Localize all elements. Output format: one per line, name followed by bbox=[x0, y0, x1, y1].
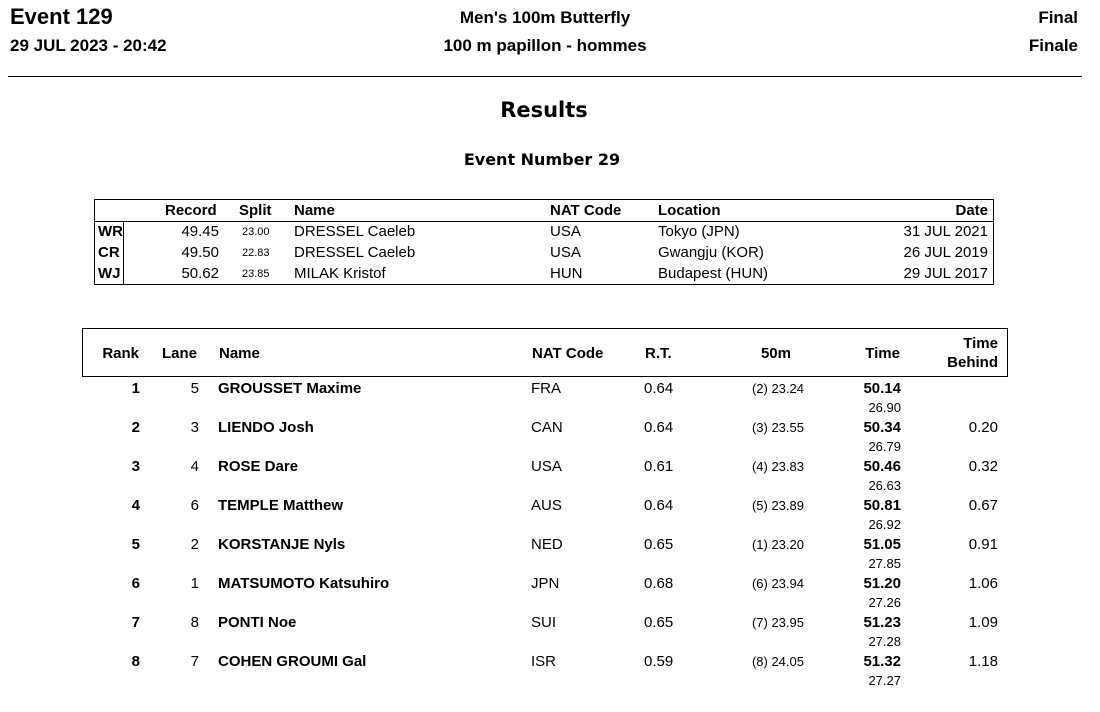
result-lane: 7 bbox=[190, 653, 199, 670]
results-col-lane: Lane bbox=[162, 345, 198, 362]
records-table bbox=[94, 199, 994, 285]
result-time: 51.20 bbox=[863, 575, 901, 592]
result-split-50m: (2) 23.24 bbox=[751, 381, 804, 396]
result-rank: 8 bbox=[131, 653, 140, 670]
result-second-50: 26.92 bbox=[868, 517, 901, 532]
result-second-50: 26.90 bbox=[868, 400, 901, 415]
record-nat: USA bbox=[550, 244, 581, 261]
result-time-behind: 0.91 bbox=[968, 536, 998, 553]
record-location: Budapest (HUN) bbox=[658, 265, 769, 282]
result-split-50m: (5) 23.89 bbox=[751, 498, 804, 513]
event-datetime: 29 JUL 2023 - 20:42 bbox=[10, 36, 167, 55]
result-athlete: COHEN GROUMI Gal bbox=[218, 653, 367, 670]
result-rank: 2 bbox=[131, 419, 140, 436]
result-lane: 2 bbox=[190, 536, 199, 553]
record-nat: USA bbox=[550, 223, 581, 240]
result-second-50: 27.26 bbox=[868, 595, 901, 610]
result-rank: 1 bbox=[131, 380, 140, 397]
result-second-50: 26.63 bbox=[868, 478, 901, 493]
results-header-row bbox=[82, 328, 1008, 377]
result-reaction-time: 0.65 bbox=[644, 614, 674, 631]
result-rank: 6 bbox=[131, 575, 140, 592]
result-split-50m: (4) 23.83 bbox=[751, 459, 804, 474]
record-row bbox=[95, 221, 993, 242]
result-nat: NED bbox=[531, 536, 563, 553]
result-row bbox=[82, 653, 1008, 692]
result-time: 50.14 bbox=[863, 380, 901, 397]
result-reaction-time: 0.59 bbox=[644, 653, 674, 670]
result-time: 51.32 bbox=[863, 653, 901, 670]
records-col-record: Record bbox=[165, 202, 217, 219]
results-col-behind-line2: Behind bbox=[947, 354, 998, 371]
result-athlete: LIENDO Josh bbox=[218, 419, 314, 436]
result-nat: FRA bbox=[531, 380, 561, 397]
phase-french: Finale bbox=[1028, 36, 1078, 55]
record-time: 49.50 bbox=[181, 244, 219, 261]
result-rank: 3 bbox=[131, 458, 140, 475]
result-row bbox=[82, 419, 1008, 458]
record-time: 49.45 bbox=[181, 223, 219, 240]
result-athlete: KORSTANJE Nyls bbox=[218, 536, 346, 553]
records-col-name: Name bbox=[294, 202, 335, 219]
results-col-time: Time bbox=[865, 345, 900, 362]
event-title-english: Men's 100m Butterfly bbox=[459, 8, 631, 27]
records-col-nat: NAT Code bbox=[550, 202, 622, 219]
record-location: Tokyo (JPN) bbox=[658, 223, 740, 240]
record-location: Gwangju (KOR) bbox=[658, 244, 764, 261]
results-col-rt: R.T. bbox=[645, 345, 672, 362]
result-time-behind: 0.32 bbox=[968, 458, 998, 475]
result-time: 50.34 bbox=[863, 419, 901, 436]
result-nat: CAN bbox=[531, 419, 563, 436]
result-split-50m: (1) 23.20 bbox=[751, 537, 804, 552]
result-reaction-time: 0.65 bbox=[644, 536, 674, 553]
result-time: 51.05 bbox=[863, 536, 901, 553]
result-time-behind: 0.67 bbox=[968, 497, 998, 514]
result-athlete: MATSUMOTO Katsuhiro bbox=[218, 575, 390, 592]
result-time: 50.46 bbox=[863, 458, 901, 475]
result-time-behind: 0.20 bbox=[968, 419, 998, 436]
result-row bbox=[82, 497, 1008, 536]
result-split-50m: (3) 23.55 bbox=[751, 420, 804, 435]
result-time-behind: 1.18 bbox=[968, 653, 998, 670]
results-col-name: Name bbox=[219, 345, 260, 362]
result-row bbox=[82, 458, 1008, 497]
result-split-50m: (7) 23.95 bbox=[751, 615, 804, 630]
result-reaction-time: 0.64 bbox=[644, 419, 674, 436]
result-row bbox=[82, 614, 1008, 653]
record-holder: DRESSEL Caeleb bbox=[294, 223, 416, 240]
record-split: 23.85 bbox=[242, 268, 270, 280]
result-reaction-time: 0.64 bbox=[644, 380, 674, 397]
result-nat: ISR bbox=[531, 653, 557, 670]
result-time-behind: 1.06 bbox=[968, 575, 998, 592]
results-col-nat: NAT Code bbox=[532, 345, 604, 362]
record-code: WJ bbox=[98, 265, 121, 282]
result-nat: SUI bbox=[531, 614, 557, 631]
result-time: 51.23 bbox=[863, 614, 901, 631]
records-col-date: Date bbox=[955, 202, 988, 219]
result-time-behind: 1.09 bbox=[968, 614, 998, 631]
result-second-50: 27.28 bbox=[868, 634, 901, 649]
result-reaction-time: 0.61 bbox=[644, 458, 674, 475]
record-split: 22.83 bbox=[242, 247, 270, 259]
event-number: Event Number 29 bbox=[463, 150, 621, 169]
result-split-50m: (6) 23.94 bbox=[751, 576, 804, 591]
result-time: 50.81 bbox=[863, 497, 901, 514]
records-col-split: Split bbox=[239, 202, 272, 219]
phase-english: Final bbox=[1038, 8, 1078, 27]
record-date: 29 JUL 2017 bbox=[903, 265, 988, 282]
result-athlete: TEMPLE Matthew bbox=[218, 497, 344, 514]
result-second-50: 27.85 bbox=[868, 556, 901, 571]
result-athlete: ROSE Dare bbox=[218, 458, 299, 475]
record-date: 26 JUL 2019 bbox=[903, 244, 988, 261]
results-col-behind-line1: Time bbox=[963, 335, 998, 352]
result-athlete: GROUSSET Maxime bbox=[218, 380, 362, 397]
record-row bbox=[95, 263, 993, 284]
results-col-50m: 50m bbox=[760, 345, 791, 362]
result-row bbox=[82, 536, 1008, 575]
result-nat: JPN bbox=[531, 575, 560, 592]
results-col-rank: Rank bbox=[102, 345, 139, 362]
record-holder: MILAK Kristof bbox=[294, 265, 386, 282]
result-rank: 5 bbox=[131, 536, 140, 553]
result-nat: AUS bbox=[531, 497, 562, 514]
result-row bbox=[82, 575, 1008, 614]
result-reaction-time: 0.68 bbox=[644, 575, 674, 592]
record-split: 23.00 bbox=[242, 226, 270, 238]
result-row bbox=[82, 380, 1008, 419]
record-date: 31 JUL 2021 bbox=[903, 223, 988, 240]
result-lane: 5 bbox=[190, 380, 199, 397]
result-athlete: PONTI Noe bbox=[218, 614, 297, 631]
event-title-french: 100 m papillon - hommes bbox=[443, 36, 647, 55]
record-holder: DRESSEL Caeleb bbox=[294, 244, 416, 261]
result-lane: 4 bbox=[190, 458, 199, 475]
result-rank: 7 bbox=[131, 614, 140, 631]
records-col-location: Location bbox=[658, 202, 721, 219]
result-lane: 1 bbox=[190, 575, 199, 592]
event-label: Event 129 bbox=[10, 4, 113, 29]
result-lane: 6 bbox=[190, 497, 199, 514]
result-second-50: 27.27 bbox=[868, 673, 901, 688]
result-second-50: 26.79 bbox=[868, 439, 901, 454]
records-header-row bbox=[95, 200, 993, 222]
result-split-50m: (8) 24.05 bbox=[751, 654, 804, 669]
result-rank: 4 bbox=[131, 497, 140, 514]
record-nat: HUN bbox=[550, 265, 583, 282]
record-time: 50.62 bbox=[181, 265, 219, 282]
header-divider bbox=[8, 76, 1082, 77]
result-nat: USA bbox=[531, 458, 562, 475]
result-reaction-time: 0.64 bbox=[644, 497, 674, 514]
record-row bbox=[95, 242, 993, 263]
result-lane: 3 bbox=[190, 419, 199, 436]
record-code: CR bbox=[98, 244, 120, 261]
record-code: WR bbox=[98, 223, 123, 240]
results-title: Results bbox=[500, 98, 588, 122]
result-lane: 8 bbox=[190, 614, 199, 631]
